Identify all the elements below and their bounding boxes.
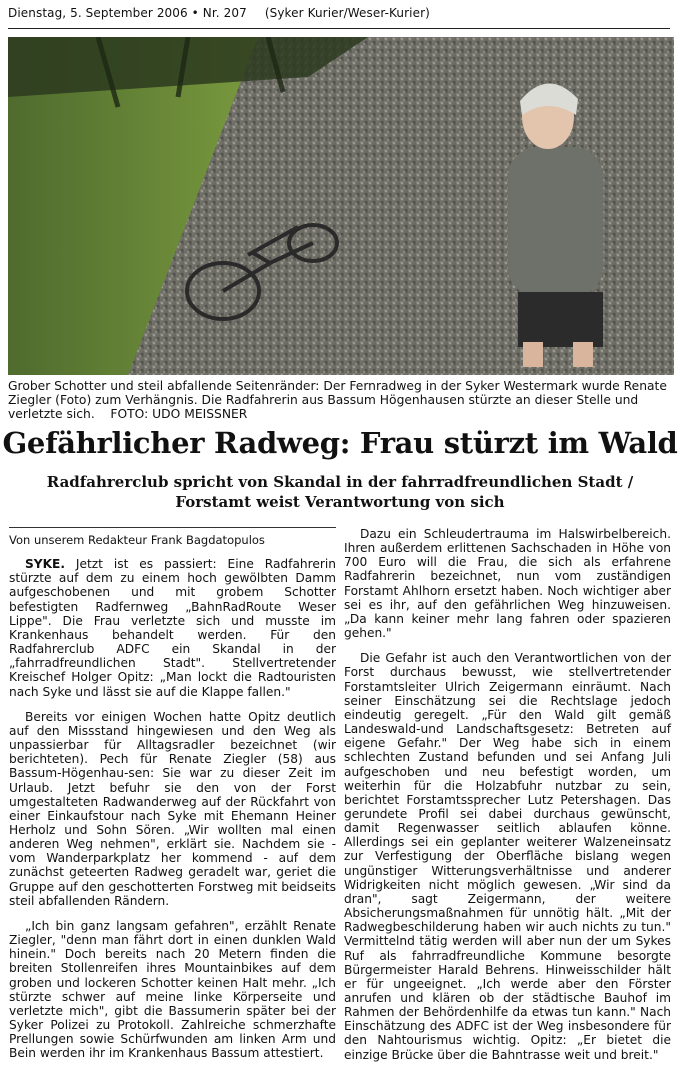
paragraph: Dazu ein Schleudertrauma im Halswirbelbereich. Ihren außerdem erlittenen Sachschaden in Höhe von 700 Euro will die Frau, die sich als erfahrene Radfahrerin bezeichnet, nun vom zuständigen Forstamt Ahlhorn ersetzt haben. Noch wichtiger aber sei es ihr, auf den gefährlichen Weg hinzuweisen. „Da kann keiner mehr lang fahren oder spazieren gehen." [344, 527, 671, 641]
article-column-left [9, 527, 336, 1071]
issue-dateline: Dienstag, 5. September 2006 • Nr. 207 [8, 6, 247, 20]
article-subheadline: Radfahrerclub spricht von Skandal in der fahrradfreundlichen Stadt / Forstamt weist Verantwortung von sich [46, 473, 634, 511]
article-headline: Gefährlicher Radweg: Frau stürzt im Wald [2, 426, 678, 460]
photo-illustration [8, 37, 674, 375]
newspaper-source: (Syker Kurier/Weser-Kurier) [264, 6, 430, 20]
paragraph: Bereits vor einigen Wochen hatte Opitz deutlich auf den Missstand hingewiesen und den Weg als unpassierbar für Alltagsradler bezeichnet (wir berichteten). Pech für Renate Ziegler (58) aus Bassum-Högenhau-sen: Sie war zu dieser Zeit im Urlaub. Jetzt befuhr sie den von der Forst umgestalteten Radwanderweg auf der Rückfahrt von einer Einkaufstour nach Syke mit Ehemann Heiner Herholz und Sohn Sören. „Wir wollten mal einen anderen Weg nehmen", erklärt sie. Nachdem sie - vom Wanderparkplatz her kommend - auf dem zunächst geteerten Radweg geradelt war, geriet die Gruppe auf den geschotterten Forstweg mit beidseits steil abfallenden Rändern. [9, 709, 336, 908]
page-header [8, 6, 430, 20]
paragraph-text: Jetzt ist es passiert: Eine Radfahrerin stürzte auf dem zu einem hoch gewölbten Damm aufgeschobenen und mit grobem Schotter befestigten Radfernweg „BahnRadRoute Weser Lippe". Die Frau verletzte sich und musste im Krankenhaus behandelt werden. Für den Radfahrerclub ADFC ein Skandal in der „fahrradfreundlichen Stadt". Stellvertretender Kreischef Holger Opitz: „Man lockt die Radtouristen nach Syke und lässt sie auf die Klappe fallen." [9, 557, 336, 699]
caption-text: Grober Schotter und steil abfallende Seitenränder: Der Fernradweg in der Syker Westermark wurde Renate Ziegler (Foto) zum Verhängnis. Die Radfahrerin aus Bassum Högenhausen stürzte an dieser Stelle und verletzte sich. [8, 379, 667, 422]
byline [9, 527, 336, 547]
paragraph: „Ich bin ganz langsam gefahren", erzählt Renate Ziegler, "denn man fährt dort in einen dunklen Wald hinein." Doch bereits nach 20 Metern finden die breiten Stollenreifen ihres Mountainbikes auf dem groben und lockeren Schotter keinen Halt mehr. „Ich stürzte schwer auf meine linke Körperseite und verletzte mich", gibt die Bassumerin später bei der Syker Polizei zu Protokoll. Zahlreiche schmerzhafte Prellungen sowie Schürfwunden am linken Arm und Bein werden ihr im Krankenhaus Bassum attestiert. [9, 918, 336, 1061]
photo-credit: FOTO: UDO MEISSNER [110, 407, 248, 422]
article-column-right [344, 527, 671, 1073]
paragraph: Die Gefahr ist auch den Verantwortlichen von der Forst durchaus bewusst, wie stellvertretender Forstamtsleiter Ulrich Zeigermann einräumt. Nach seiner Einschätzung sei die Rechtslage jedoch eindeutig geregelt. „Für den Wald gilt gemäß Landeswald-und Landschaftsgesetz: Betreten auf eigene Gefahr." Der Weg habe sich in einem schlechten Zustand befunden und sei Anfang Juli aufgeschoben und neu befestigt worden, um weiterhin für die Holzabfuhr nutzbar zu sein, berichtet Forstamtssprecher Lutz Petershagen. Das gerundete Profil sei dabei durchaus gewünscht, damit Regenwasser seitlich ablaufen könne. Allerdings sei ein geplanter weiterer Walzeneinsatz zur Verfestigung der Oberfläche bislang wegen ungünstiger Witterungsverhältnisse und anderer Widrigkeiten nicht möglich gewesen. „Wir sind da dran", sagt Zeigermann, der weitere Absicherungsmaßnahmen für unnötig hält. „Mit der Radwegbeschilderung haben wir auch nichts zu tun." Vermittelnd tätig werden will aber nun der um Sykes Ruf als fahrradfreundliche Kommune besorgte Bürgermeister Harald Behrens. Hinweisschilder hält er für ungeeignet. „Ich werde aber den Förster anrufen und klären ob der städtische Bauhof im Rahmen der Behördenhilfe da etwas tun kann." Nach Einschätzung des ADFC ist der Weg insbesondere für den Nahtourismus wichtig. Opitz: „Er bietet die einzige Brücke über die Bahntrasse weit und breit." [344, 651, 671, 1062]
photo-caption [8, 379, 674, 422]
paragraph [9, 557, 336, 699]
city-dateline: SYKE. [25, 557, 66, 572]
byline-text: Von unserem Redakteur Frank Bagdatopulos [9, 533, 265, 547]
header-rule [8, 28, 670, 29]
article-photo [8, 37, 674, 375]
